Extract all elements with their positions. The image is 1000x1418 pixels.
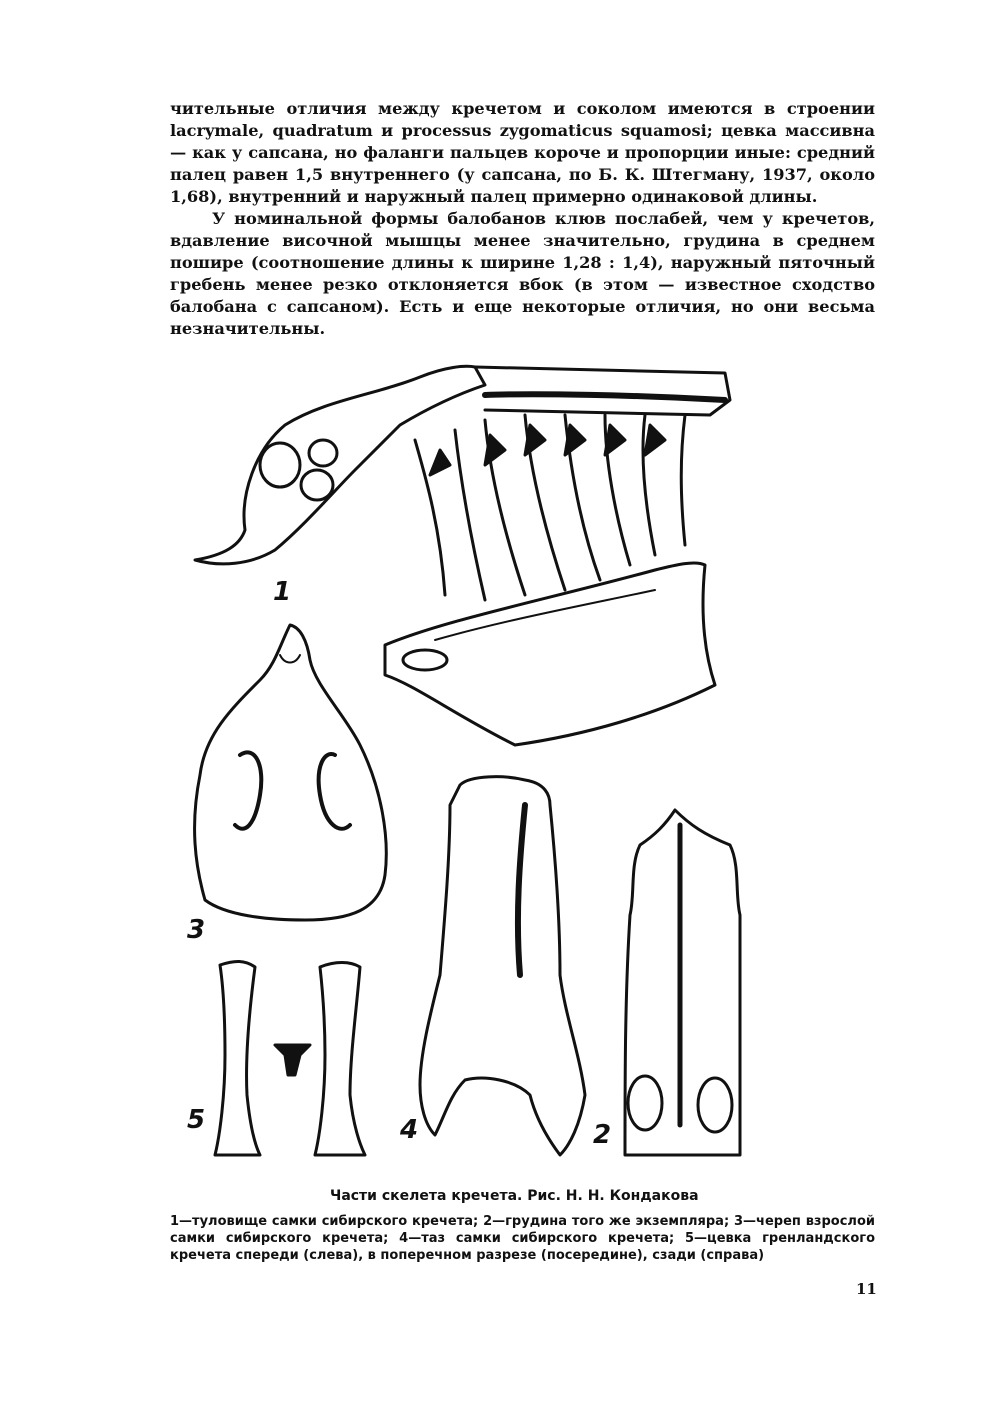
- figure-label-2: 2: [593, 1120, 612, 1150]
- figure-label-3: 3: [187, 915, 206, 945]
- paragraph-1: чительные отличия между кречетом и соколом имеются в строении lacrymale, quadratum и processus zygomaticus squamosi; цевка массивна — как у сапсана, но фаланги пальцев короче и пропорции иные: средний палец равен 1,5 внутреннего (у сапсана, по Б. К. Штегману, 1937, около 1,68), внутренний и наружный палец примерно одинаковой длины.: [170, 99, 875, 206]
- page-number: 11: [856, 1280, 877, 1298]
- skeleton-illustration: [185, 355, 745, 1175]
- figure-caption-title: Части скелета кречета. Рис. Н. Н. Кондакова: [330, 1188, 699, 1204]
- paragraph-2: У номинальной формы балобанов клюв послабей, чем у кречетов, вдавление височной мышцы менее значительно, грудина в среднем пошире (соотношение длины к ширине 1,28 : 1,4), наружный пяточный гребень менее резко отклоняется вбок (в этом — известное сходство балобана с сапсаном). Есть и еще некоторые отличия, но они весьма незначительны.: [170, 209, 875, 338]
- figure-label-5: 5: [187, 1105, 206, 1135]
- skeleton-figure: [185, 355, 745, 1175]
- trunk-drawing: [195, 366, 730, 600]
- sternum-side-drawing: [385, 563, 715, 745]
- figure-label-1: 1: [273, 577, 292, 607]
- figure-caption: 1—туловище самки сибирского кречета; 2—грудина того же экземпляра; 3—череп взрослой самки сибирского кречета; 4—таз самки сибирского кречета; 5—цевка гренландского кречета спереди (слева), в поперечном разрезе (посередине), сзади (справа): [170, 1214, 875, 1263]
- skull-drawing: [195, 625, 387, 920]
- body-text: [170, 98, 875, 340]
- figure-label-4: 4: [400, 1115, 419, 1145]
- sternum-ventral-drawing: [625, 810, 740, 1155]
- tarsometatarsus-drawing: [215, 961, 365, 1155]
- pelvis-drawing: [420, 777, 585, 1155]
